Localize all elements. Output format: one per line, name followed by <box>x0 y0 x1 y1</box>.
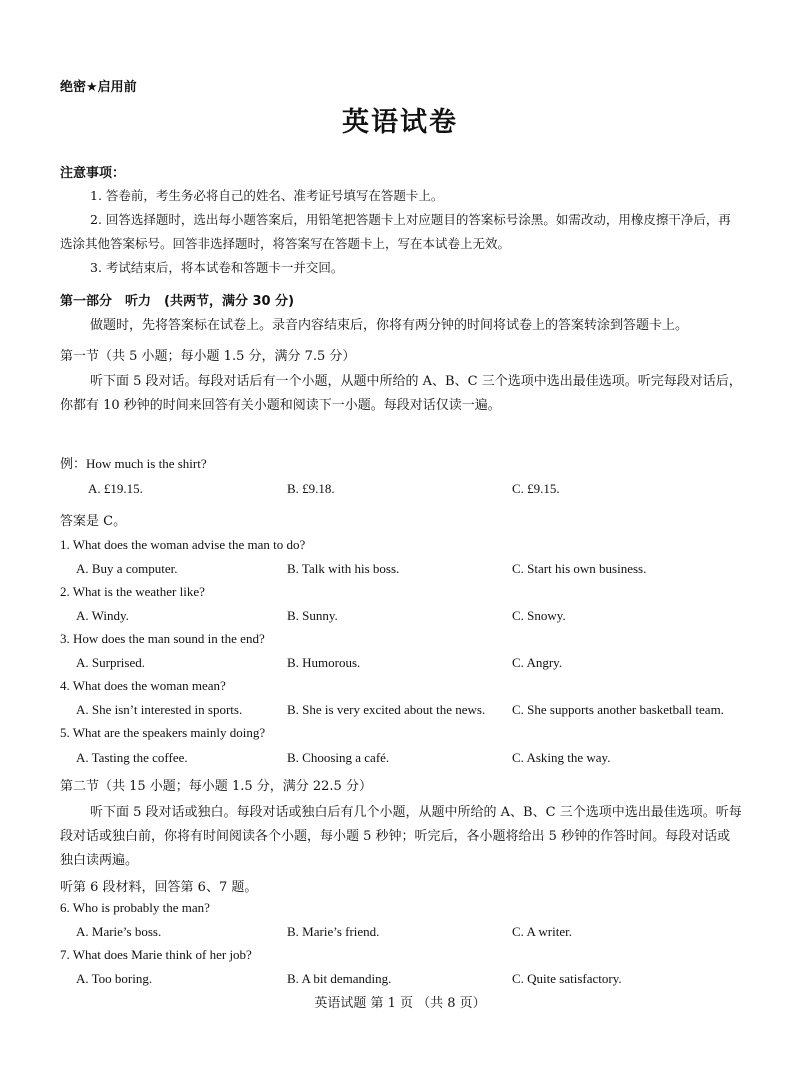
option-c: C. A writer. <box>512 924 572 939</box>
notice-heading: 注意事项： <box>60 166 126 181</box>
question: 5. What are the speakers mainly doing? <box>60 725 266 740</box>
notice-item: 3. 考试结束后，将本试卷和答题卡一并交回。 <box>90 260 344 275</box>
option-c: C. Angry. <box>512 655 563 670</box>
question: 2. What is the weather like? <box>60 584 205 599</box>
option-b: B. Talk with his boss. <box>287 561 400 576</box>
option-a: A. Marie’s boss. <box>76 924 162 939</box>
option-b: B. Marie’s friend. <box>287 924 380 939</box>
section2-heading: 第二节（共 15 小题；每小题 1.5 分，满分 22.5 分） <box>60 779 372 794</box>
section1-heading: 第一节（共 5 小题；每小题 1.5 分，满分 7.5 分） <box>60 349 356 364</box>
option-a: A. £19.15. <box>88 481 143 496</box>
option-b: B. A bit demanding. <box>287 971 392 986</box>
option-a: A. Buy a computer. <box>76 561 178 576</box>
option-c: C. Start his own business. <box>512 561 647 576</box>
question: 4. What does the woman mean? <box>60 678 226 693</box>
option-a: A. Tasting the coffee. <box>76 750 188 765</box>
option-c: C. Asking the way. <box>512 750 611 765</box>
part1-heading: 第一部分 听力 (共两节，满分 30 分) <box>60 294 295 309</box>
question: 7. What does Marie think of her job? <box>60 947 252 962</box>
question: 1. What does the woman advise the man to do? <box>60 537 306 552</box>
example-answer: 答案是 C。 <box>60 514 127 529</box>
example-question: 例：How much is the shirt? <box>60 456 207 471</box>
page-title: 英语试卷 <box>342 107 458 138</box>
material-note: 听第 6 段材料，回答第 6、7 题。 <box>60 880 258 895</box>
section2-instruction: 听下面 5 段对话或独白。每段对话或独白后有几个小题，从题中所给的 A、B、C 三个选项中选出最佳选项。听每段对话或独白前，你将有时间阅读各个小题，每小题 5 秒钟；听完后，各小题将给出 5 秒钟的作答时间。每段对话或独白读两遍。 <box>60 805 742 868</box>
option-b: B. £9.18. <box>287 481 335 496</box>
option-c: C. £9.15. <box>512 481 560 496</box>
option-c: C. Snowy. <box>512 608 566 623</box>
notice-item: 2. 回答选择题时，选出每小题答案后，用铅笔把答题卡上对应题目的答案标号涂黑。如需改动，用橡皮擦干净后，再选涂其他答案标号。回答非选择题时，将答案写在答题卡上，写在本试卷上无效。 <box>60 212 731 251</box>
option-b: B. Humorous. <box>287 655 361 670</box>
question: 3. How does the man sound in the end? <box>60 631 265 646</box>
option-b: B. Choosing a café. <box>287 750 390 765</box>
option-b: B. She is very excited about the news. <box>287 702 486 717</box>
page-footer: 英语试题 第 1 页 （共 8 页） <box>314 996 486 1011</box>
option-a: A. Windy. <box>76 608 129 623</box>
option-a: A. Surprised. <box>76 655 145 670</box>
section1-instruction: 听下面 5 段对话。每段对话后有一个小题，从题中所给的 A、B、C 三个选项中选出最佳选项。听完每段对话后，你都有 10 秒钟的时间来回答有关小题和阅读下一小题。每段对话仅读一遍。 <box>60 374 742 413</box>
option-a: A. Too boring. <box>76 971 153 986</box>
option-c: C. She supports another basketball team. <box>512 702 724 717</box>
notice-item: 1. 答卷前，考生务必将自己的姓名、准考证号填写在答题卡上。 <box>90 188 444 203</box>
question: 6. Who is probably the man? <box>60 900 210 915</box>
option-a: A. She isn’t interested in sports. <box>76 702 243 717</box>
option-c: C. Quite satisfactory. <box>512 971 622 986</box>
notice-list <box>60 184 742 280</box>
confidential-label: 绝密★启用前 <box>60 80 137 95</box>
option-b: B. Sunny. <box>287 608 338 623</box>
part1-instruction: 做题时，先将答案标在试卷上。录音内容结束后，你将有两分钟的时间将试卷上的答案转涂到答题卡上。 <box>90 318 689 333</box>
